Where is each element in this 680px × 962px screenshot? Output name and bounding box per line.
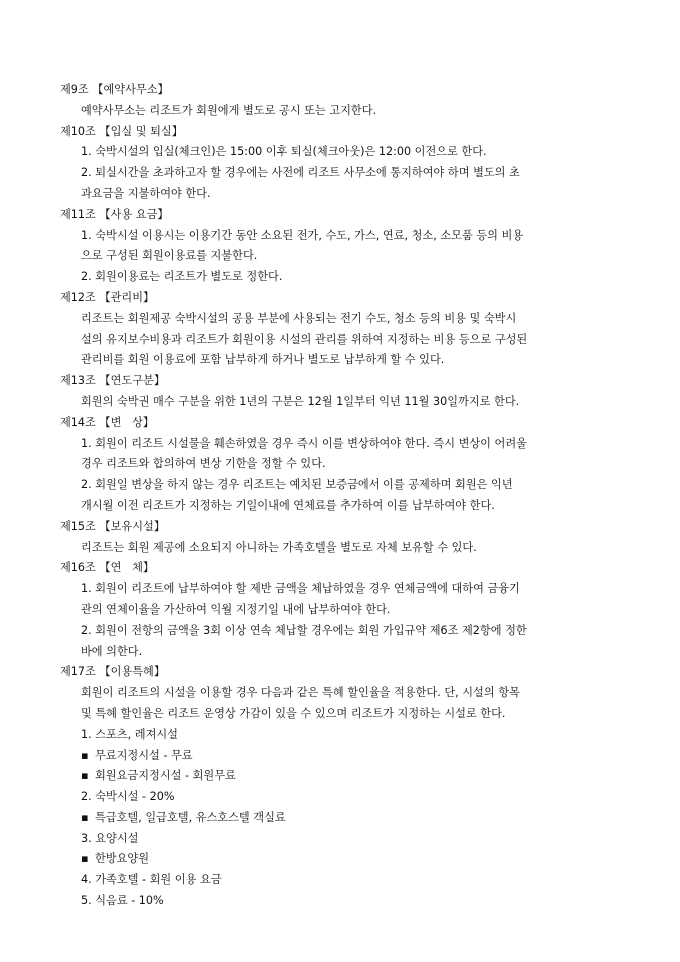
numbered-item: 1. 숙박시설 이용시는 이용기간 동안 소요된 전가, 수도, 가스, 연료, 청소, 소모품 등의 비용 [81,228,524,242]
bullet-text: 한방요양원 [95,852,150,866]
article-14 [60,413,624,517]
item-continuation: 관의 연체이율을 가산하여 익월 지정기일 내에 납부하여야 한다. [81,602,391,616]
numbered-item: 5. 식음료 - 10% [81,894,164,908]
numbered-item: 3. 요양시설 [81,831,139,845]
numbered-item: 1. 회원이 리조트 시설물을 훼손하였을 경우 즉시 이를 변상하여야 한다. 즉시 변상이 어려울 [81,436,527,450]
bullet-text: 무료지정시설 - 무료 [95,748,193,762]
article-text: 리조트는 회원제공 숙박시설의 공용 부분에 사용되는 전기 수도, 청소 등의 비용 및 숙박시 [81,311,517,325]
article-15 [60,517,624,559]
bullet-text: 회원요금지정시설 - 회원무료 [95,769,236,783]
article-title: 제13조 【연도구분】 [60,374,166,388]
article-text: 회원의 숙박권 매수 구분을 위한 1년의 구분은 12월 1일부터 익년 11월 30일까지로 한다. [81,394,520,408]
article-title: 제11조 【사용 요금】 [60,207,169,221]
bullet-item [60,808,624,829]
article-title: 제17조 【이용특혜】 [60,665,166,679]
bullet-icon: ▪ [81,748,89,762]
item-continuation: 과요금을 지불하여야 한다. [81,186,211,200]
article-10 [60,122,624,205]
bullet-icon: ▪ [81,852,89,866]
article-text: 설의 유지보수비용과 리조트가 회원이용 시설의 관리를 위하여 지정하는 비용 등으로 구성된 [81,332,528,346]
numbered-item: 2. 회원이 전항의 금액을 3회 이상 연속 체납할 경우에는 회원 가입규약 제6조 제2항에 정한 [81,623,527,637]
item-continuation: 바에 의한다. [81,644,143,658]
item-continuation: 으로 구성된 회원이용료를 지불한다. [81,249,258,263]
article-12 [60,288,624,371]
article-text: 관리비를 회원 이용료에 포함 납부하게 하거나 별도로 납부하게 할 수 있다. [81,353,445,367]
numbered-item: 2. 퇴실시간을 초과하고자 할 경우에는 사전에 리조트 사무소에 통지하여야 하며 별도의 초 [81,166,520,180]
numbered-item: 2. 회원일 변상을 하지 않는 경우 리조트는 예치된 보증금에서 이를 공제하며 회원은 익년 [81,478,513,492]
article-16 [60,558,624,662]
numbered-item: 2. 숙박시설 - 20% [81,790,175,804]
article-title: 제9조 【예약사무소】 [60,83,169,96]
article-text: 및 특혜 할인율은 리조트 운영상 가감이 있을 수 있으며 리조트가 지정하는 시설로 한다. [81,706,506,720]
article-title: 제10조 【입실 및 퇴실】 [60,124,183,138]
numbered-item: 2. 회원이용료는 리조트가 별도로 정한다. [81,270,283,284]
article-11 [60,205,624,288]
bullet-icon: ▪ [81,810,89,824]
numbered-item: 1. 스포츠, 레져시설 [81,727,178,741]
article-title: 제14조 【변 상】 [60,415,155,429]
bullet-text: 특급호텔, 일급호텔, 유스호스텔 객실료 [95,810,286,824]
article-13 [60,371,624,413]
item-continuation: 경우 리조트와 합의하여 변상 기한을 정할 수 있다. [81,457,326,471]
article-title: 제15조 【보유시설】 [60,519,166,533]
article-text: 리조트는 회원 제공에 소요되지 아니하는 가족호텔을 별도로 자체 보유할 수 있다. [81,540,477,554]
article-title: 제12조 【관리비】 [60,290,155,304]
article-text: 예약사무소는 리조트가 회원에게 별도로 공시 또는 고지한다. [81,103,377,117]
bullet-item [60,746,624,767]
item-continuation: 개시월 이전 리조트가 지정하는 기일이내에 연체료를 추가하여 이를 납부하여야 한다. [81,498,495,512]
bullet-item [60,766,624,787]
bullet-icon: ▪ [81,769,89,783]
article-9 [60,80,624,122]
article-text: 회원이 리조트의 시설을 이용할 경우 다음과 같은 특혜 할인율을 적용한다. 단, 시설의 항목 [81,686,520,700]
numbered-item: 1. 회원이 리조트에 납부하여야 할 제반 금액을 체납하였을 경우 연체금액에 대하여 금융기 [81,582,520,596]
numbered-item: 4. 가족호텔 - 회원 이용 요금 [81,873,222,887]
article-17 [60,662,624,912]
bullet-item [60,849,624,870]
article-title: 제16조 【연 체】 [60,561,155,575]
numbered-item: 1. 숙박시설의 입실(체크인)은 15:00 이후 퇴실(체크아웃)은 12:00 이전으로 한다. [81,145,487,159]
